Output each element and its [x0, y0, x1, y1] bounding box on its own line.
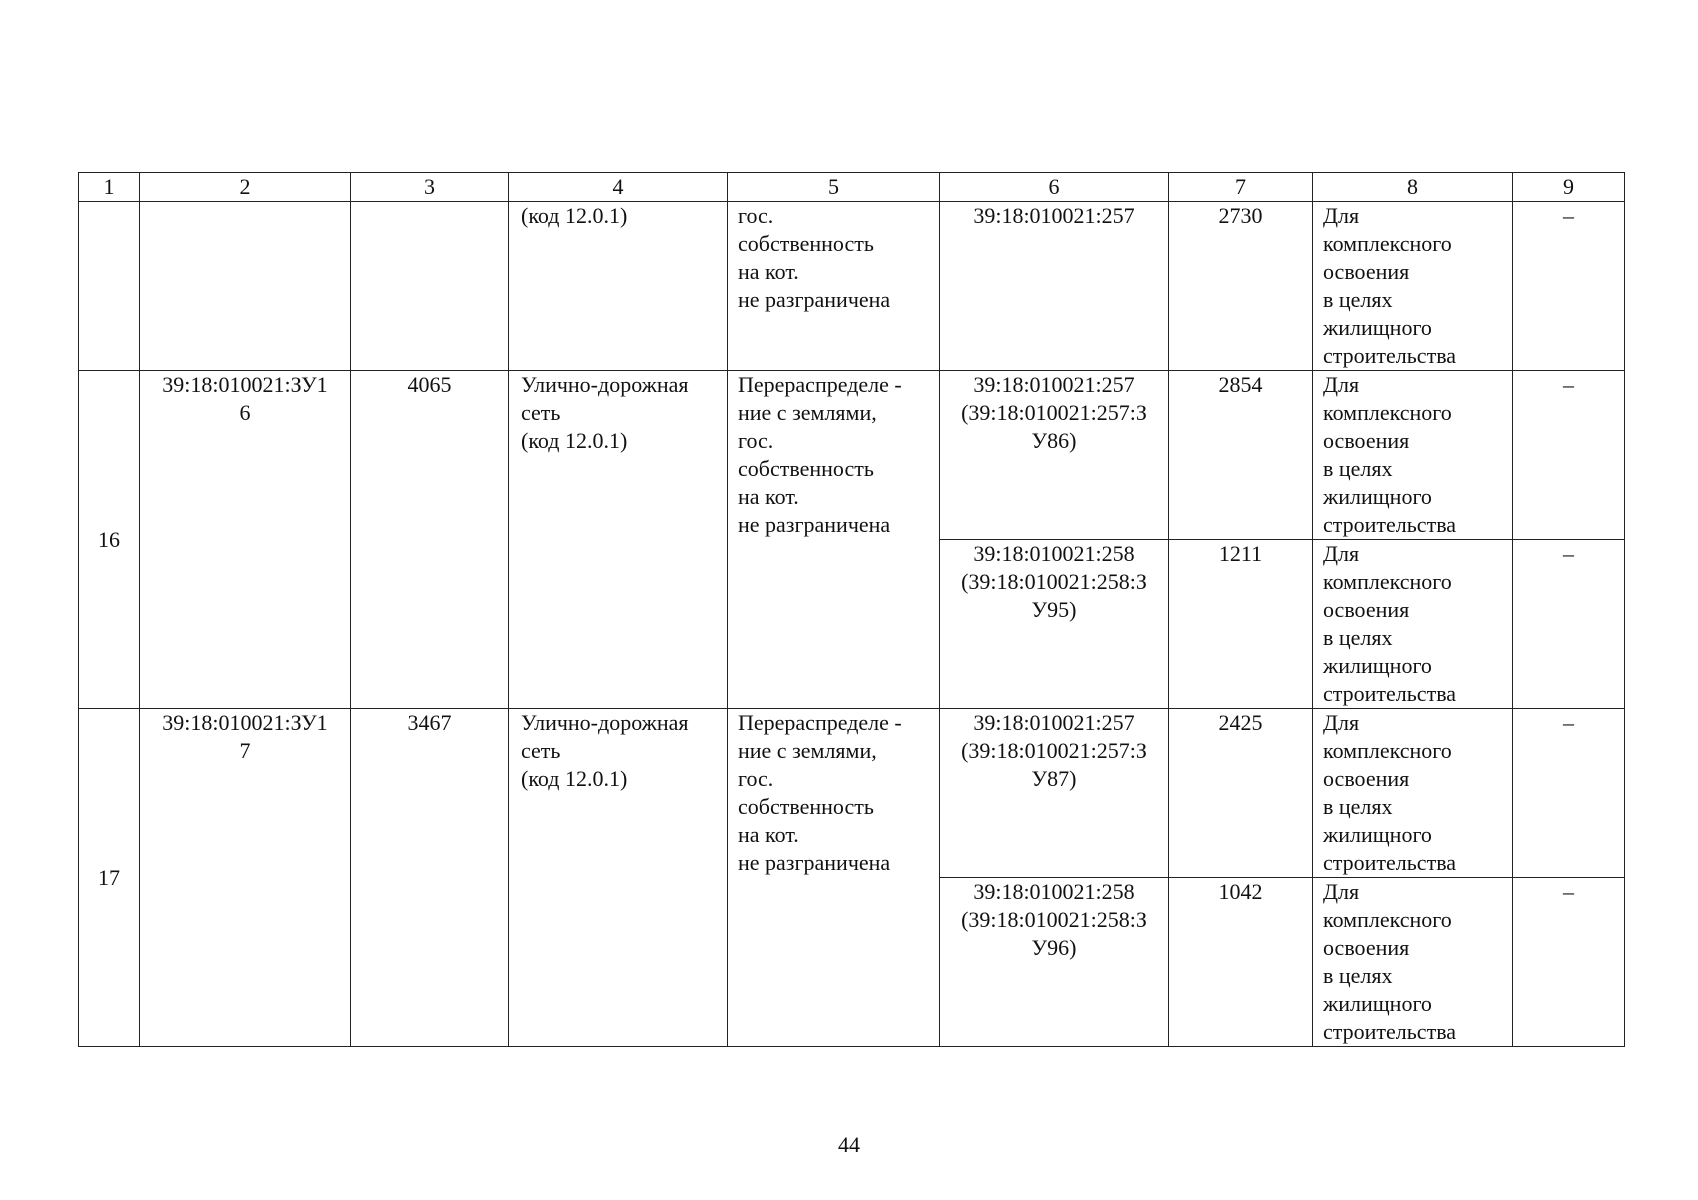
- formation-method-cell: гос. собственность на кот. не разграничена: [728, 202, 940, 371]
- plot-area-cell: 4065: [351, 371, 509, 709]
- column-header: 1: [79, 173, 140, 202]
- column-header: 5: [728, 173, 940, 202]
- plot-code-cell: [140, 202, 351, 371]
- plot-area-cell: 3467: [351, 709, 509, 1047]
- encumbrance-cell: –: [1513, 540, 1625, 709]
- permitted-use-cell: Улично-дорожная сеть (код 12.0.1): [509, 371, 728, 709]
- table-row: [79, 371, 1625, 540]
- column-header: 6: [940, 173, 1169, 202]
- encumbrance-cell: –: [1513, 878, 1625, 1047]
- encumbrance-cell: –: [1513, 202, 1625, 371]
- source-area-cell: 1211: [1169, 540, 1313, 709]
- permitted-use-cell: Улично-дорожная сеть (код 12.0.1): [509, 709, 728, 1047]
- column-number-row: [79, 173, 1625, 202]
- formation-method-cell: Перераспределе - ние с землями, гос. собственность на кот. не разграничена: [728, 371, 940, 709]
- purpose-cell: Для комплексного освоения в целях жилищного строительства: [1313, 202, 1513, 371]
- source-plot-cell: 39:18:010021:258 (39:18:010021:258:З У96): [940, 878, 1169, 1047]
- purpose-cell: Для комплексного освоения в целях жилищного строительства: [1313, 878, 1513, 1047]
- source-area-cell: 2425: [1169, 709, 1313, 878]
- source-plot-cell: 39:18:010021:257: [940, 202, 1169, 371]
- plot-code-cell: 39:18:010021:ЗУ1 7: [140, 709, 351, 1047]
- row-number-cell: 17: [79, 709, 140, 1047]
- table-row: [79, 709, 1625, 878]
- table-row-continuation: [79, 202, 1625, 371]
- column-header: 8: [1313, 173, 1513, 202]
- column-header: 2: [140, 173, 351, 202]
- land-plots-table: [78, 172, 1625, 1047]
- column-header: 3: [351, 173, 509, 202]
- encumbrance-cell: –: [1513, 709, 1625, 878]
- source-plot-cell: 39:18:010021:257 (39:18:010021:257:З У87): [940, 709, 1169, 878]
- formation-method-cell: Перераспределе - ние с землями, гос. собственность на кот. не разграничена: [728, 709, 940, 1047]
- column-header: 9: [1513, 173, 1625, 202]
- permitted-use-cell: (код 12.0.1): [509, 202, 728, 371]
- purpose-cell: Для комплексного освоения в целях жилищного строительства: [1313, 371, 1513, 540]
- source-area-cell: 1042: [1169, 878, 1313, 1047]
- row-number-cell: 16: [79, 371, 140, 709]
- column-header: 4: [509, 173, 728, 202]
- source-plot-cell: 39:18:010021:258 (39:18:010021:258:З У95): [940, 540, 1169, 709]
- page-number: 44: [838, 1132, 860, 1157]
- source-plot-cell: 39:18:010021:257 (39:18:010021:257:З У86): [940, 371, 1169, 540]
- purpose-cell: Для комплексного освоения в целях жилищного строительства: [1313, 540, 1513, 709]
- row-number-cell: [79, 202, 140, 371]
- plot-area-cell: [351, 202, 509, 371]
- column-header: 7: [1169, 173, 1313, 202]
- source-area-cell: 2854: [1169, 371, 1313, 540]
- plot-code-cell: 39:18:010021:ЗУ1 6: [140, 371, 351, 709]
- encumbrance-cell: –: [1513, 371, 1625, 540]
- purpose-cell: Для комплексного освоения в целях жилищного строительства: [1313, 709, 1513, 878]
- source-area-cell: 2730: [1169, 202, 1313, 371]
